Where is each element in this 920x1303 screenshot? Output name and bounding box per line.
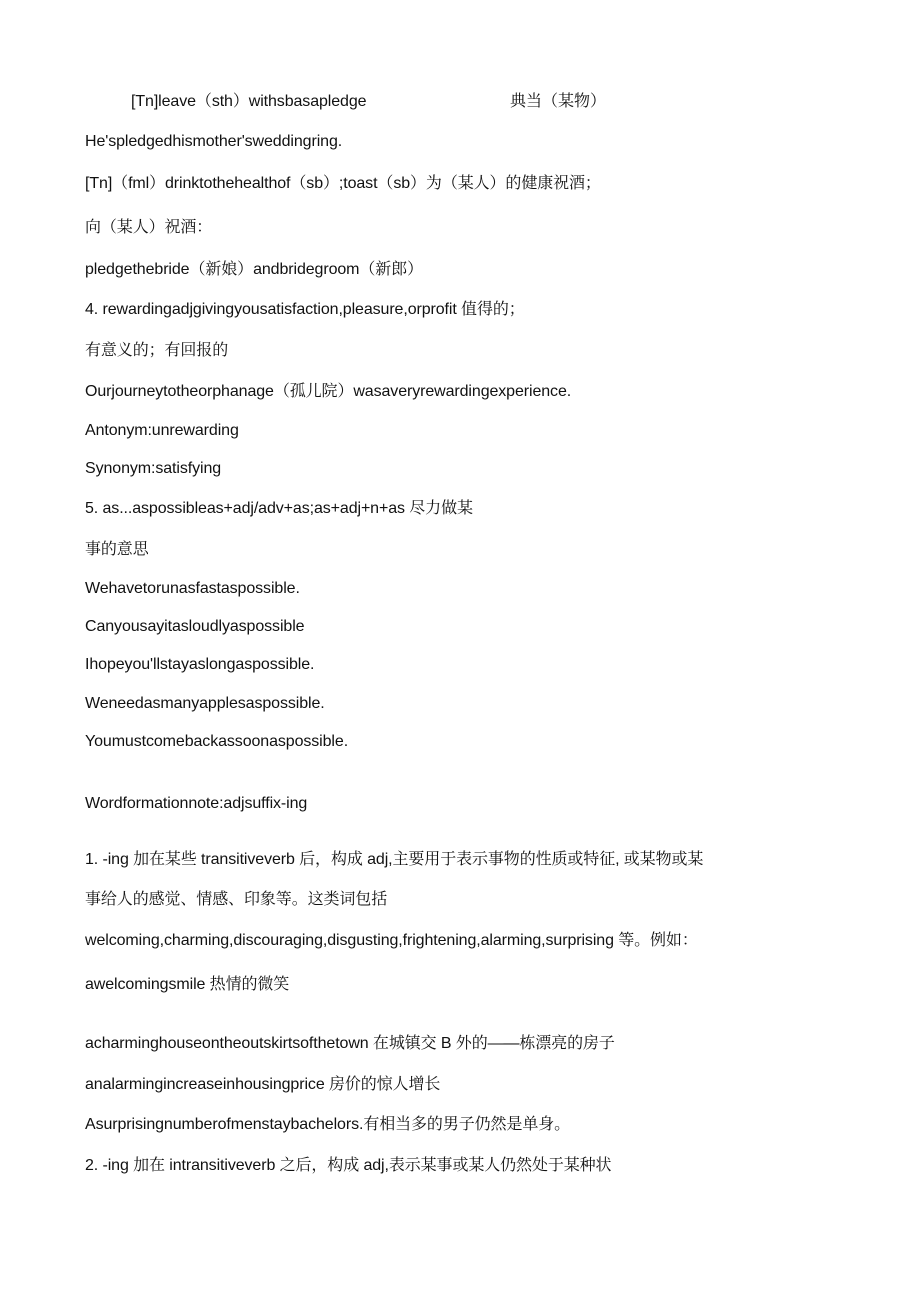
definition-line: 事的意思	[85, 541, 149, 558]
example-phrase: acharminghouseontheoutskirtsofthetown 在城镇交 B 外的——栋漂亮的房子	[85, 1035, 615, 1052]
example-sentence: Weneedasmanyapplesaspossible.	[85, 695, 325, 712]
example-phrase: analarmingincreaseinhousingprice 房价的惊人增长	[85, 1076, 441, 1093]
antonym-line: Antonym:unrewarding	[85, 422, 239, 439]
rule-paragraph: 2. -ing 加在 intransitiveverb 之后，构成 adj,表示某事或某人仍然处于某种状	[85, 1157, 612, 1174]
example-phrase: awelcomingsmile 热情的微笑	[85, 976, 290, 993]
rule-paragraph: 事给人的感觉、情感、印象等。这类词包括	[85, 891, 388, 908]
example-sentence: pledgethebride（新娘）andbridegroom（新郎）	[85, 261, 423, 278]
definition-line: [Tn]（fml）drinktothehealthof（sb）;toast（sb）为（某人）的健康祝酒；	[85, 175, 601, 192]
example-sentence: He'spledgedhismother'sweddingring.	[85, 133, 343, 150]
entry-heading: 4. rewardingadjgivingyousatisfaction,pleasure,orprofit 值得的；	[85, 301, 525, 318]
definition-line: 向（某人）祝酒：	[85, 219, 213, 236]
entry-heading: 5. as...aspossibleas+adj/adv+as;as+adj+n+as 尽力做某	[85, 500, 473, 517]
definition-line: [Tn]leave（sth）withsbasapledge	[131, 93, 367, 110]
rule-paragraph: welcoming,charming,discouraging,disgusting,frightening,alarming,surprising 等。例如：	[85, 932, 698, 949]
example-sentence: Ourjourneytotheorphanage（孤儿院）wasaveryrewardingexperience.	[85, 383, 572, 400]
example-sentence: Wehavetorunasfastaspossible.	[85, 580, 300, 597]
definition-line: 有意义的；有回报的	[85, 342, 229, 359]
section-heading: Wordformationnote:adjsuffix-ing	[85, 795, 308, 812]
rule-paragraph: 1. -ing 加在某些 transitiveverb 后，构成 adj,主要用于表示事物的性质或特征, 或某物或某	[85, 851, 704, 868]
example-sentence: Canyousayitasloudlyaspossible	[85, 618, 305, 635]
example-phrase: Asurprisingnumberofmenstaybachelors.有相当多的男子仍然是单身。	[85, 1116, 571, 1133]
example-sentence: Ihopeyou'llstayaslongaspossible.	[85, 656, 315, 673]
example-sentence: Youmustcomebackassoonaspossible.	[85, 733, 349, 750]
synonym-line: Synonym:satisfying	[85, 460, 222, 477]
definition-translation: 典当（某物）	[510, 93, 607, 110]
